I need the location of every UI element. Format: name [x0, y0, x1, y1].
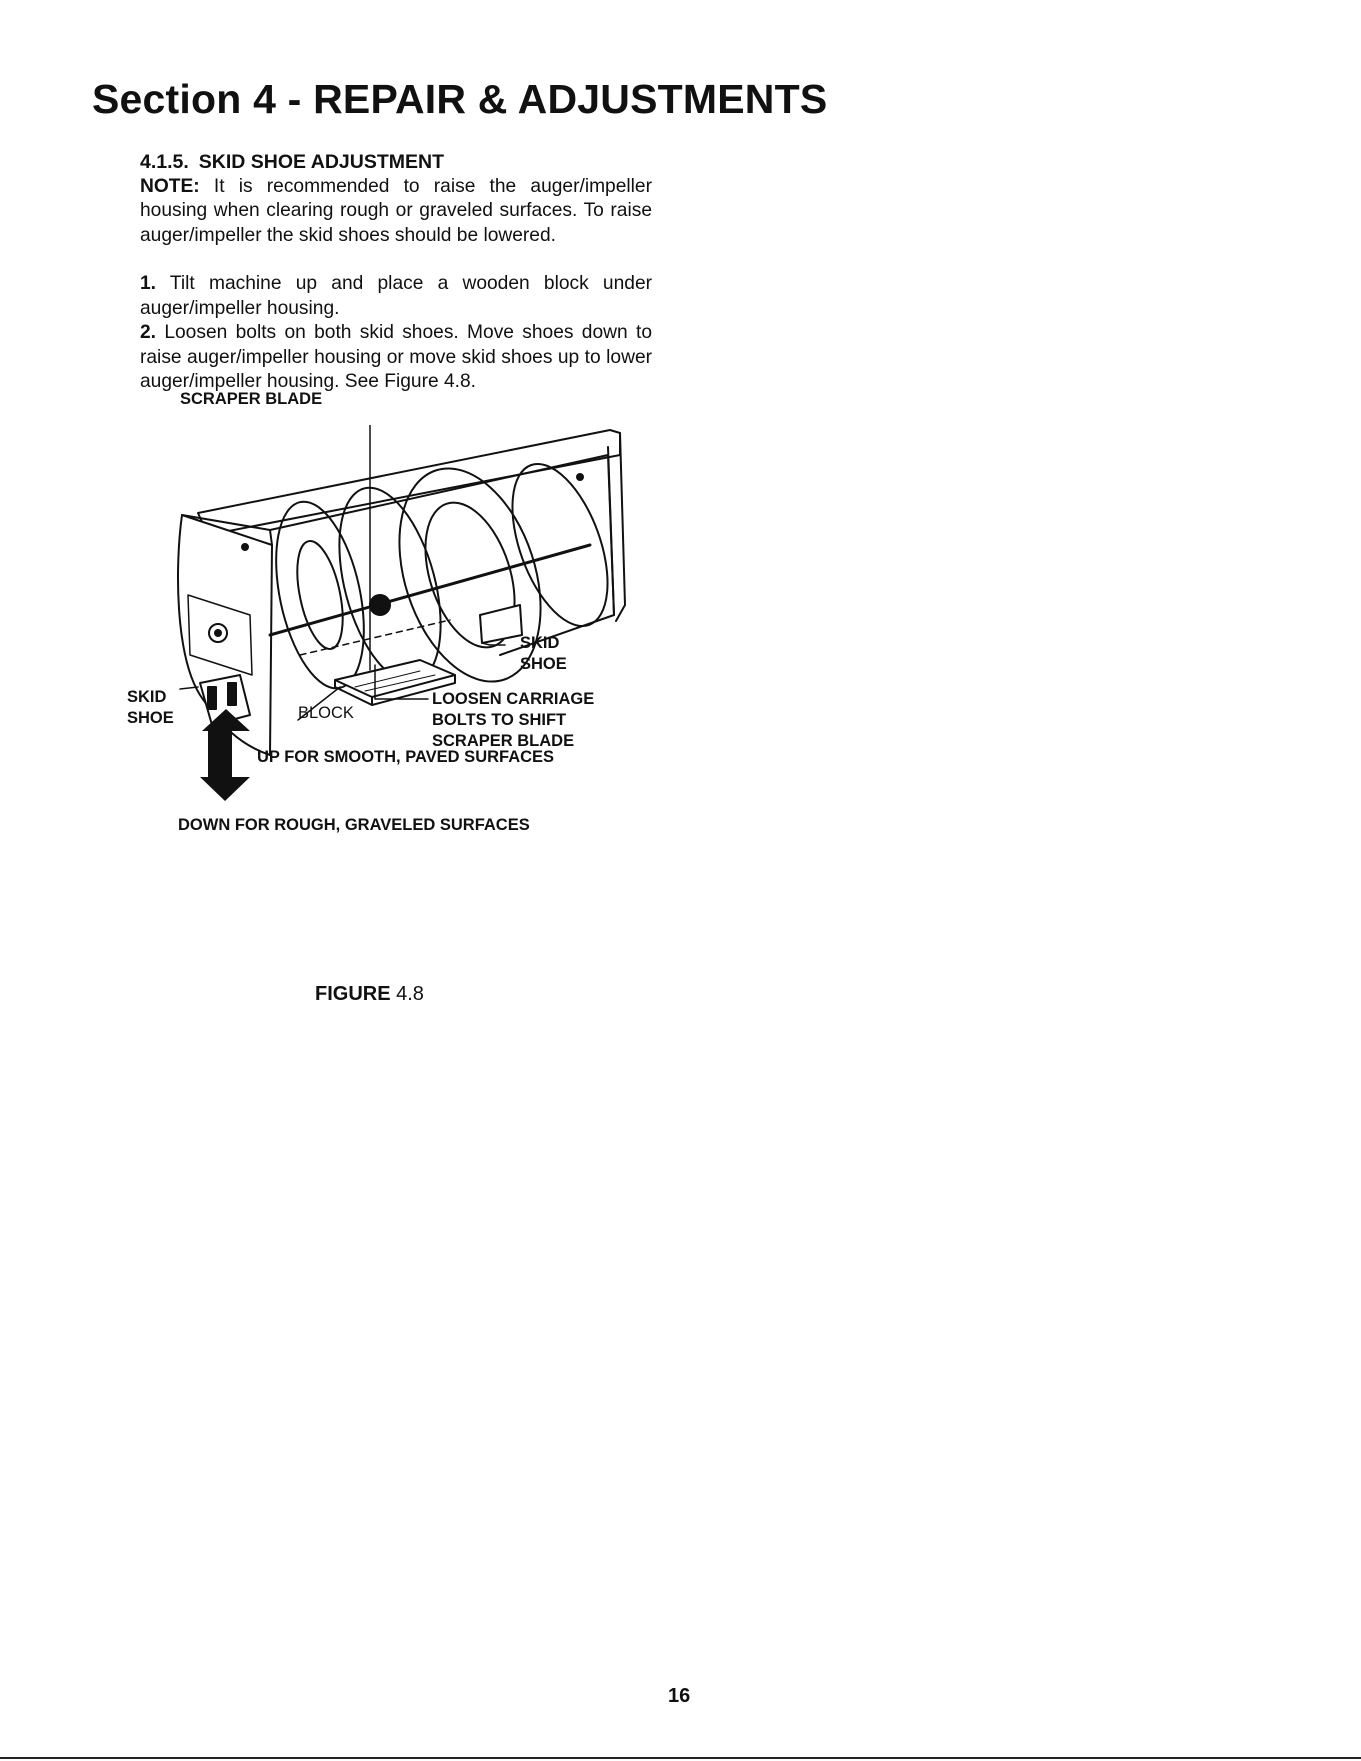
- page-title: Section 4 - REPAIR & ADJUSTMENTS: [92, 76, 828, 122]
- subsection-number: 4.1.5.: [140, 151, 189, 173]
- down-direction-label: DOWN FOR ROUGH, GRAVELED SURFACES: [178, 816, 530, 834]
- note-label: NOTE:: [140, 175, 200, 197]
- right-skid-shoe-label: SKID SHOE: [520, 634, 567, 673]
- subsection-title: SKID SHOE ADJUSTMENT: [198, 151, 445, 173]
- left-skid-shoe-leader: [180, 687, 198, 689]
- figure-caption-label: FIGURE: [315, 983, 391, 1005]
- up-direction-label: UP FOR SMOOTH, PAVED SURFACES: [257, 748, 555, 766]
- bottom-rule: [0, 1757, 1361, 1759]
- left-auger-drawing: [261, 494, 379, 696]
- scraper-blade-drawing: [198, 430, 620, 535]
- text-column: [140, 150, 652, 395]
- block-label: BLOCK: [298, 704, 354, 722]
- left-skid-shoe-label: SKID SHOE: [127, 688, 174, 727]
- figure-caption-number: 4.8: [396, 983, 424, 1005]
- scraper-blade-label: SCRAPER BLADE: [180, 390, 323, 408]
- note-text: It is recommended to raise the auger/impeller housing when clearing rough or graveled surfaces. To raise auger/impeller the skid shoes should be lowered.: [140, 175, 652, 246]
- note-paragraph: [140, 175, 652, 249]
- step-text: Tilt machine up and place a wooden block under auger/impeller housing.: [140, 273, 653, 319]
- step-text: Loosen bolts on both skid shoes. Move shoes down to raise auger/impeller housing or move skid shoes up to lower auger/impeller housing. See Figure 4.8.: [140, 322, 652, 392]
- step-2: [140, 321, 652, 395]
- loosen-carriage-label: LOOSEN CARRIAGE BOLTS TO SHIFT SCRAPER BLADE: [432, 690, 595, 750]
- right-skid-shoe-drawing: [480, 605, 522, 643]
- figure-caption: [315, 983, 424, 1006]
- step-number: 1.: [140, 273, 157, 294]
- subsection-heading: [140, 150, 652, 175]
- figure-4-8: [120, 390, 680, 895]
- step-1: [140, 272, 652, 321]
- step-number: 2.: [140, 322, 157, 343]
- page-number: 16: [668, 1685, 691, 1707]
- down-arrow-icon: [200, 755, 250, 801]
